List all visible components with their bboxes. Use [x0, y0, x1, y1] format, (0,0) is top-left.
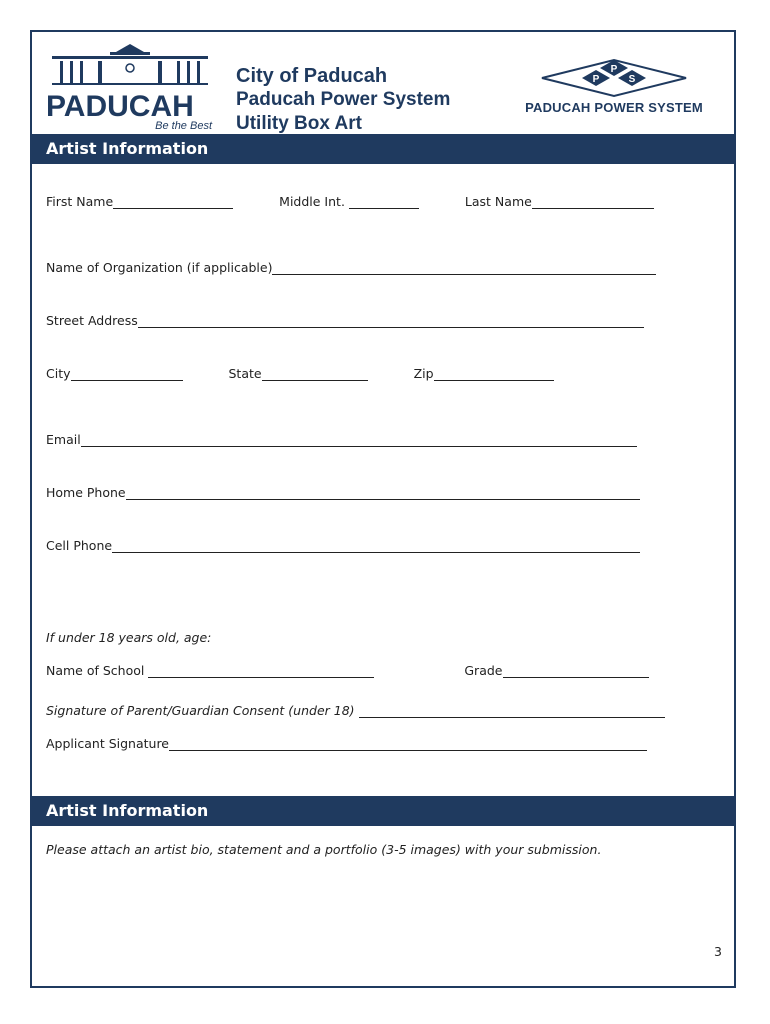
title-organization: Paducah Power System — [236, 89, 451, 110]
home-phone-label: Home Phone — [46, 485, 126, 500]
pps-logo — [506, 58, 722, 122]
under18-label: If under 18 years old, age: — [46, 630, 212, 645]
name-row — [46, 194, 654, 209]
organization-label: Name of Organization (if applicable) — [46, 260, 273, 275]
school-grade-row — [46, 663, 649, 678]
under18-row — [46, 630, 211, 645]
applicant-signature-field[interactable] — [169, 736, 647, 751]
section-header-artist-info: Artist Information — [32, 134, 736, 164]
section-header-artist-info-2: Artist Information — [32, 796, 736, 826]
city-field[interactable] — [71, 366, 183, 381]
applicant-signature-label: Applicant Signature — [46, 736, 169, 751]
last-name-label: Last Name — [464, 194, 532, 209]
grade-field[interactable] — [503, 663, 649, 678]
paducah-logo — [46, 42, 216, 134]
last-name-field[interactable] — [532, 194, 654, 209]
zip-label: Zip — [413, 366, 434, 381]
email-label: Email — [46, 432, 81, 447]
middle-int-label: Middle Int. — [279, 194, 345, 209]
title-city: City of Paducah — [236, 65, 388, 87]
state-label: State — [228, 366, 262, 381]
school-field[interactable] — [148, 663, 374, 678]
pps-wordmark: PADUCAH POWER SYSTEM — [525, 100, 703, 115]
guardian-signature-field[interactable] — [359, 703, 665, 718]
school-label: Name of School — [46, 663, 145, 678]
city-state-zip-row — [46, 366, 554, 381]
logo-tagline: Be the Best — [155, 120, 212, 132]
building-icon — [50, 42, 210, 86]
organization-field[interactable] — [272, 260, 656, 275]
guardian-signature-row — [46, 703, 665, 718]
street-row — [46, 313, 644, 328]
organization-row — [46, 260, 656, 275]
city-label: City — [46, 366, 71, 381]
pps-diamond-icon — [506, 58, 722, 98]
cell-phone-row — [46, 538, 640, 553]
email-field[interactable] — [81, 432, 637, 447]
street-field[interactable] — [138, 313, 644, 328]
cell-phone-label: Cell Phone — [46, 538, 113, 553]
applicant-signature-row — [46, 736, 647, 751]
guardian-signature-label: Signature of Parent/Guardian Consent (under 18) — [46, 703, 355, 718]
home-phone-field[interactable] — [126, 485, 640, 500]
pps-letter-3: S — [628, 74, 636, 85]
middle-int-field[interactable] — [349, 194, 419, 209]
first-name-field[interactable] — [113, 194, 233, 209]
street-label: Street Address — [46, 313, 138, 328]
pps-letter-2: P — [610, 64, 618, 75]
logo-wordmark: PADUCAH — [46, 90, 194, 123]
first-name-label: First Name — [46, 194, 114, 209]
document-titles — [236, 64, 450, 136]
zip-field[interactable] — [434, 366, 554, 381]
attachment-note: Please attach an artist bio, statement and a portfolio (3-5 images) with your submission. — [46, 842, 602, 857]
grade-label: Grade — [464, 663, 503, 678]
state-field[interactable] — [262, 366, 368, 381]
page-number: 3 — [714, 944, 722, 959]
cell-phone-field[interactable] — [112, 538, 640, 553]
email-row — [46, 432, 637, 447]
home-phone-row — [46, 485, 640, 500]
pps-letter-1: P — [592, 74, 600, 85]
title-program: Utility Box Art — [236, 113, 362, 134]
